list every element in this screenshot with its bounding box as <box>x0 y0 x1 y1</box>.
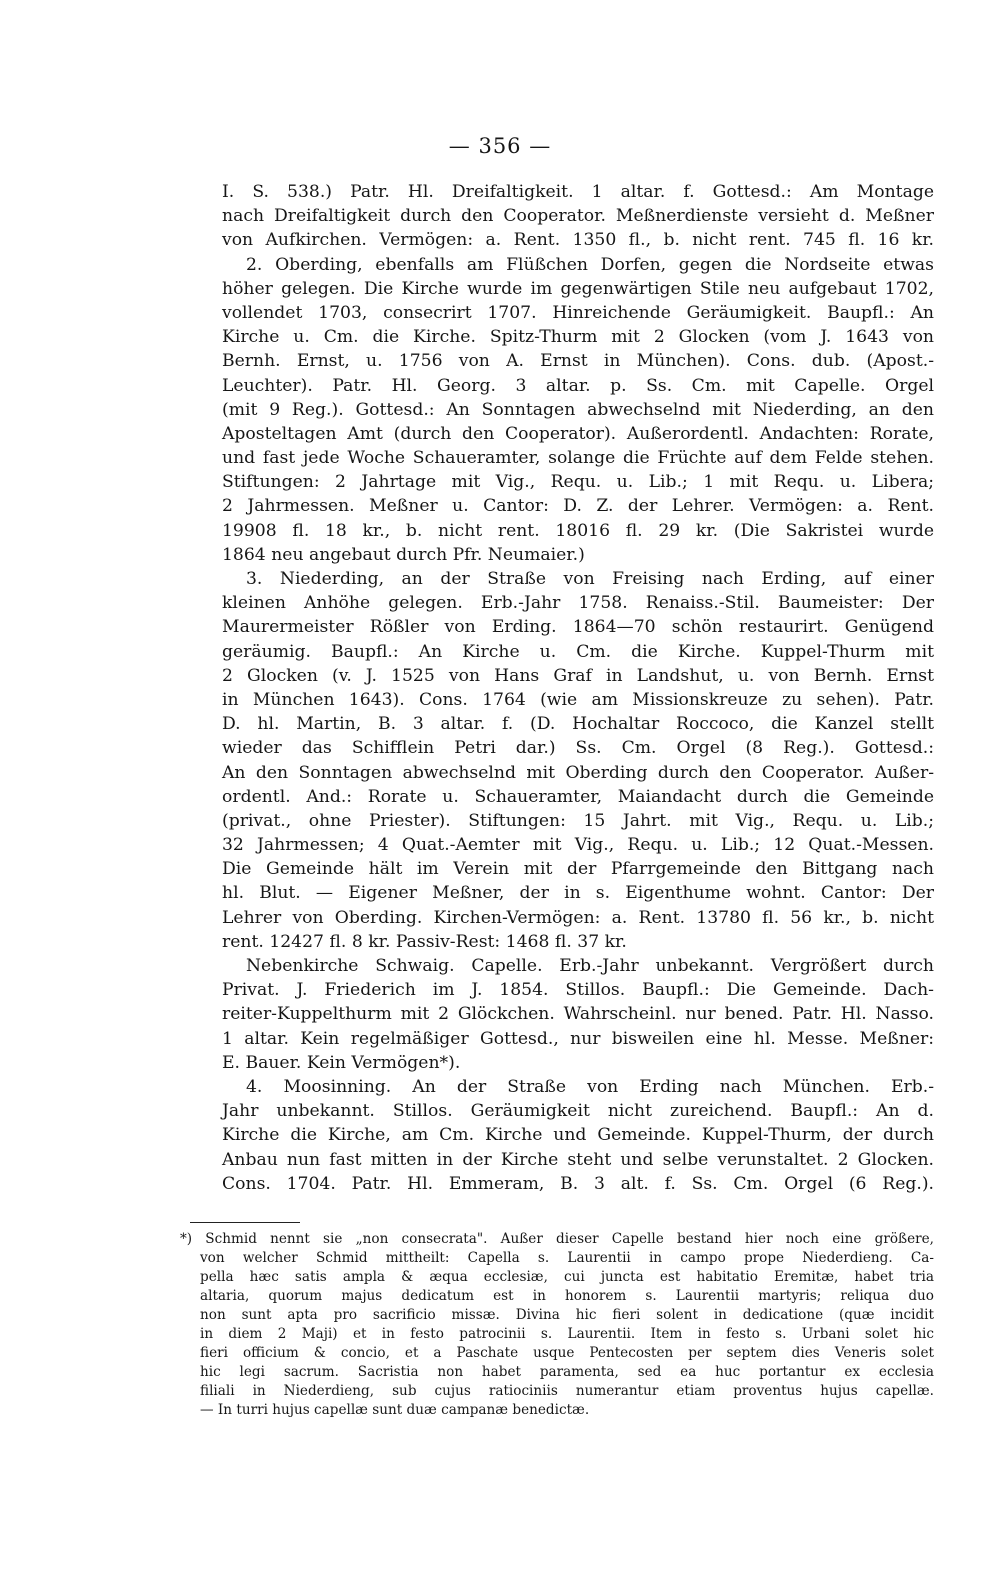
page-number: — 356 — <box>448 134 552 158</box>
text-line: kleinen Anhöhe gelegen. Erb.-Jahr 1758. Renaiss.-Stil. Baumeister: Der <box>222 593 934 614</box>
text-line: Maurermeister Rößler von Erding. 1864—70 schön restaurirt. Genügend <box>222 617 934 638</box>
text-line: I. S. 538.) Patr. Hl. Dreifaltigkeit. 1 altar. f. Gottesd.: Am Montage <box>222 182 934 202</box>
text-line: Privat. J. Friederich im J. 1854. Stillos. Baupfl.: Die Gemeinde. Dach- <box>222 980 934 1001</box>
text-line: Cons. 1704. Patr. Hl. Emmeram, B. 3 alt. f. Ss. Cm. Orgel (6 Reg.). <box>222 1173 934 1194</box>
text-line: ordentl. And.: Rorate u. Schaueramter, Maiandacht durch die Gemeinde <box>222 786 934 807</box>
footnotes <box>180 1230 934 1420</box>
text-line: Kirche u. Cm. die Kirche. Spitz-Thurm mit 2 Glocken (vom J. 1643 von <box>222 327 934 348</box>
text-line: 19908 fl. 18 kr., b. nicht rent. 18016 fl. 29 kr. (Die Sakristei wurde <box>222 520 934 541</box>
footnote-line: altaria, quorum majus dedicatum est in honorem s. Laurentii martyris; reliqua duo <box>200 1288 934 1304</box>
footnote-line: pella hæc satis ampla & æqua ecclesiæ, cui juncta est habitatio Eremitæ, habet tria <box>200 1269 934 1285</box>
text-line: 32 Jahrmessen; 4 Quat.-Aemter mit Vig., Requ. u. Lib.; 12 Quat.-Messen. <box>222 835 934 856</box>
footnote-line: non sunt apta pro sacrificio missæ. Divina hic fieri solent in dedicatione (quæ incidit <box>200 1307 934 1323</box>
main-text <box>222 180 934 1196</box>
text-line: Aposteltagen Amt (durch den Cooperator). Außerordentl. Andachten: Rorate, <box>222 423 934 444</box>
text-line: 1 altar. Kein regelmäßiger Gottesd., nur bisweilen eine hl. Messe. Meßner: <box>222 1028 934 1049</box>
text-line: Leuchter). Patr. Hl. Georg. 3 altar. p. Ss. Cm. mit Capelle. Orgel <box>222 375 934 396</box>
footnote-line: filiali in Niederdieng, sub cujus ratiociniis numerantur etiam proventus hujus capellæ. <box>200 1383 934 1399</box>
text-line: E. Bauer. Kein Vermögen*). <box>222 1052 461 1073</box>
text-line: wieder das Schifflein Petri dar.) Ss. Cm. Orgel (8 Reg.). Gottesd.: <box>222 738 934 759</box>
text-line: hl. Blut. — Eigener Meßner, der in s. Eigenthume wohnt. Cantor: Der <box>222 883 934 904</box>
text-line: Die Gemeinde hält im Verein mit der Pfarrgemeinde den Bittgang nach <box>222 859 934 880</box>
text-line: Lehrer von Oberding. Kirchen-Vermögen: a. Rent. 13780 fl. 56 kr., b. nicht <box>222 907 934 928</box>
footnote-line: *) Schmid nennt sie „non consecrata". Außer dieser Capelle bestand hier noch eine größere, <box>180 1231 934 1247</box>
footnote-line: hic legi sacrum. Sacristia non habet paramenta, sed ea huc portantur ex ecclesia <box>200 1364 934 1380</box>
text-line: 2 Glocken (v. J. 1525 von Hans Graf in Landshut, u. von Bernh. Ernst <box>222 665 934 686</box>
footnote-line: in diem 2 Maji) et in festo patrocinii s. Laurentii. Item in festo s. Urbani solet hic <box>200 1326 934 1342</box>
footnote-line: — In turri hujus capellæ sunt duæ campanæ benedictæ. <box>200 1402 590 1418</box>
text-line: Stiftungen: 2 Jahrtage mit Vig., Requ. u. Lib.; 1 mit Requ. u. Libera; <box>222 472 934 493</box>
text-line: 2 Jahrmessen. Meßner u. Cantor: D. Z. der Lehrer. Vermögen: a. Rent. <box>222 496 934 517</box>
text-line: nach Dreifaltigkeit durch den Cooperator. Meßnerdienste versieht d. Meßner <box>222 206 934 227</box>
text-line: 1864 neu angebaut durch Pfr. Neumaier.) <box>222 544 585 565</box>
text-line: Nebenkirche Schwaig. Capelle. Erb.-Jahr unbekannt. Vergrößert durch <box>246 956 934 976</box>
footnote-line: von welcher Schmid mittheilt: Capella s. Laurentii in campo prope Niederdieng. Ca- <box>200 1250 934 1266</box>
text-line: 2. Oberding, ebenfalls am Flüßchen Dorfen, gegen die Nordseite etwas <box>246 254 934 275</box>
text-line: (privat., ohne Priester). Stiftungen: 15 Jahrt. mit Vig., Requ. u. Lib.; <box>222 810 934 831</box>
text-line: Anbau nun fast mitten in der Kirche steht und selbe verunstaltet. 2 Glocken. <box>222 1149 934 1170</box>
text-line: (mit 9 Reg.). Gottesd.: An Sonntagen abwechselnd mit Niederding, an den <box>222 399 934 420</box>
text-line: rent. 12427 fl. 8 kr. Passiv-Rest: 1468 fl. 37 kr. <box>222 931 627 952</box>
text-line: geräumig. Baupfl.: An Kirche u. Cm. die Kirche. Kuppel-Thurm mit <box>222 641 934 662</box>
text-line: vollendet 1703, consecrirt 1707. Hinreichende Geräumigkeit. Baupfl.: An <box>222 302 934 323</box>
text-line: Kirche die Kirche, am Cm. Kirche und Gemeinde. Kuppel-Thurm, der durch <box>222 1125 934 1146</box>
text-line: 3. Niederding, an der Straße von Freising nach Erding, auf einer <box>246 569 934 589</box>
text-line: 4. Moosinning. An der Straße von Erding nach München. Erb.- <box>246 1076 934 1097</box>
text-line: reiter-Kuppelthurm mit 2 Glöckchen. Wahrscheinl. nur bened. Patr. Hl. Nasso. <box>222 1004 934 1025</box>
footnote-divider <box>190 1222 300 1223</box>
text-line: von Aufkirchen. Vermögen: a. Rent. 1350 fl., b. nicht rent. 745 fl. 16 kr. <box>222 230 934 251</box>
text-line: Bernh. Ernst, u. 1756 von A. Ernst in München). Cons. dub. (Apost.- <box>222 351 934 372</box>
text-line: Jahr unbekannt. Stillos. Geräumigkeit nicht zureichend. Baupfl.: An d. <box>222 1101 934 1122</box>
text-line: in München 1643). Cons. 1764 (wie am Missionskreuze zu sehen). Patr. <box>222 689 934 710</box>
text-line: höher gelegen. Die Kirche wurde im gegenwärtigen Stile neu aufgebaut 1702, <box>222 278 934 299</box>
text-line: D. hl. Martin, B. 3 altar. f. (D. Hochaltar Roccoco, die Kanzel stellt <box>222 714 934 735</box>
text-line: An den Sonntagen abwechselnd mit Oberding durch den Cooperator. Außer- <box>222 762 934 783</box>
footnote-line: fieri officium & concio, et a Paschate usque Pentecosten per septem dies Veneris solet <box>200 1345 934 1361</box>
text-line: und fast jede Woche Schaueramter, solange die Früchte auf dem Felde stehen. <box>222 448 934 469</box>
